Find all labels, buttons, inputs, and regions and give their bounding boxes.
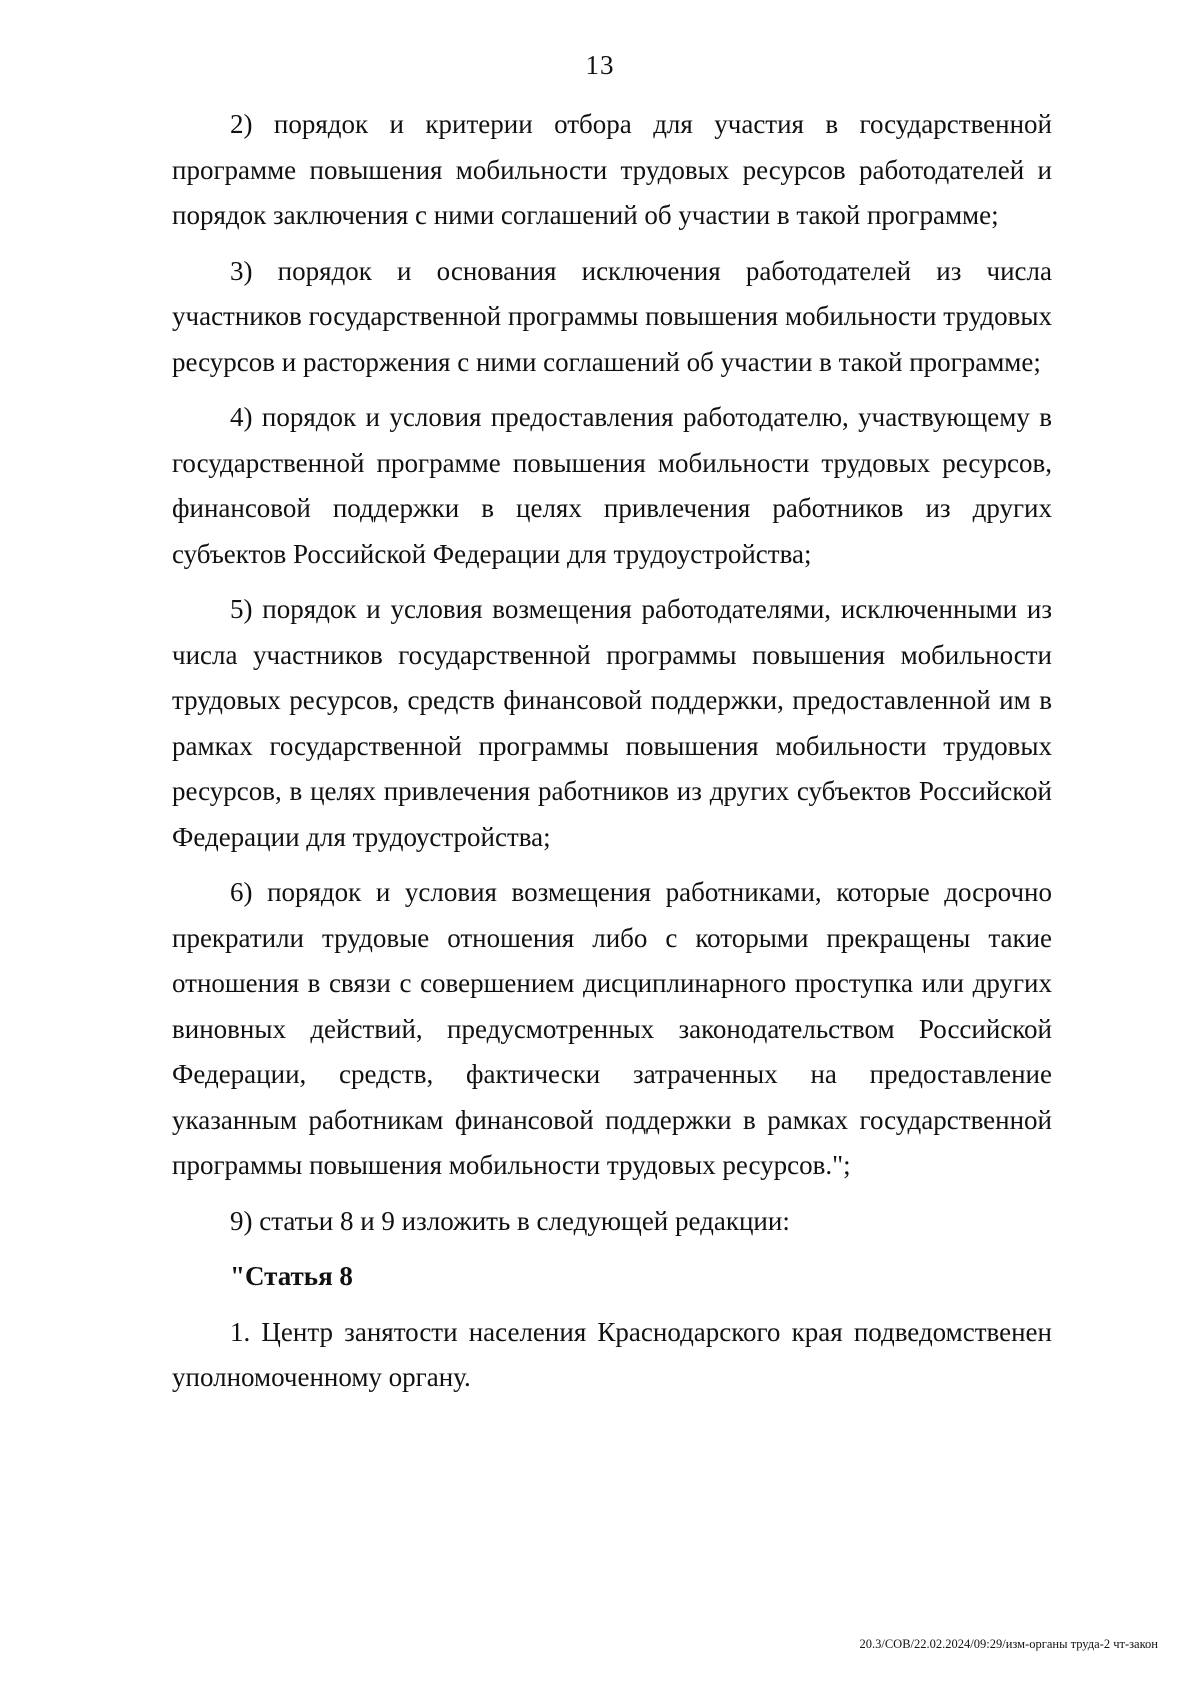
page-number: 13 [585,50,615,80]
footer-document-code: 20.3/СОВ/22.02.2024/09:29/изм-органы труда-2 чт-закон [859,1637,1158,1651]
paragraph-amendment-9: 9) статьи 8 и 9 изложить в следующей редакции: [230,1205,790,1236]
article-paragraph-1: 1. Центр занятости населения Краснодарского края подведомственен уполномоченному органу. [172,1316,1052,1392]
paragraph-item-2: 2) порядок и критерии отбора для участия в государственной программе повышения мобильности трудовых ресурсов работодателей и порядок заключения с ними соглашений об участии в такой программе; [172,109,1052,230]
paragraph-item-3: 3) порядок и основания исключения работодателей из числа участников государственной программы повышения мобильности трудовых ресурсов и расторжения с ними соглашений об участии в такой программе; [172,255,1052,377]
paragraph-item-5: 5) порядок и условия возмещения работодателями, исключенными из числа участников государственной программы повышения мобильности трудовых ресурсов, средств финансовой поддержки, предоставленной им в рамках государственной программы повышения мобильности трудовых ресурсов, в целях привлечения работников из других субъектов Российской Федерации для трудоустройства; [172,594,1052,852]
paragraph-item-6: 6) порядок и условия возмещения работниками, которые досрочно прекратили трудовые отношения либо с которыми прекращены такие отношения в связи с совершением дисциплинарного проступка или других виновных действий, предусмотренных законодательством Российской Федерации, средств, фактически затраченных на предоставление указанным работникам финансовой поддержки в рамках государственной программы повышения мобильности трудовых ресурсов."; [172,877,1052,1180]
paragraph-item-4: 4) порядок и условия предоставления работодателю, участвующему в государственной программе повышения мобильности трудовых ресурсов, финансовой поддержки в целях привлечения работников из других субъектов Российской Федерации для трудоустройства; [172,402,1052,569]
article-heading: "Статья 8 [230,1261,353,1291]
document-body [172,102,1052,1411]
